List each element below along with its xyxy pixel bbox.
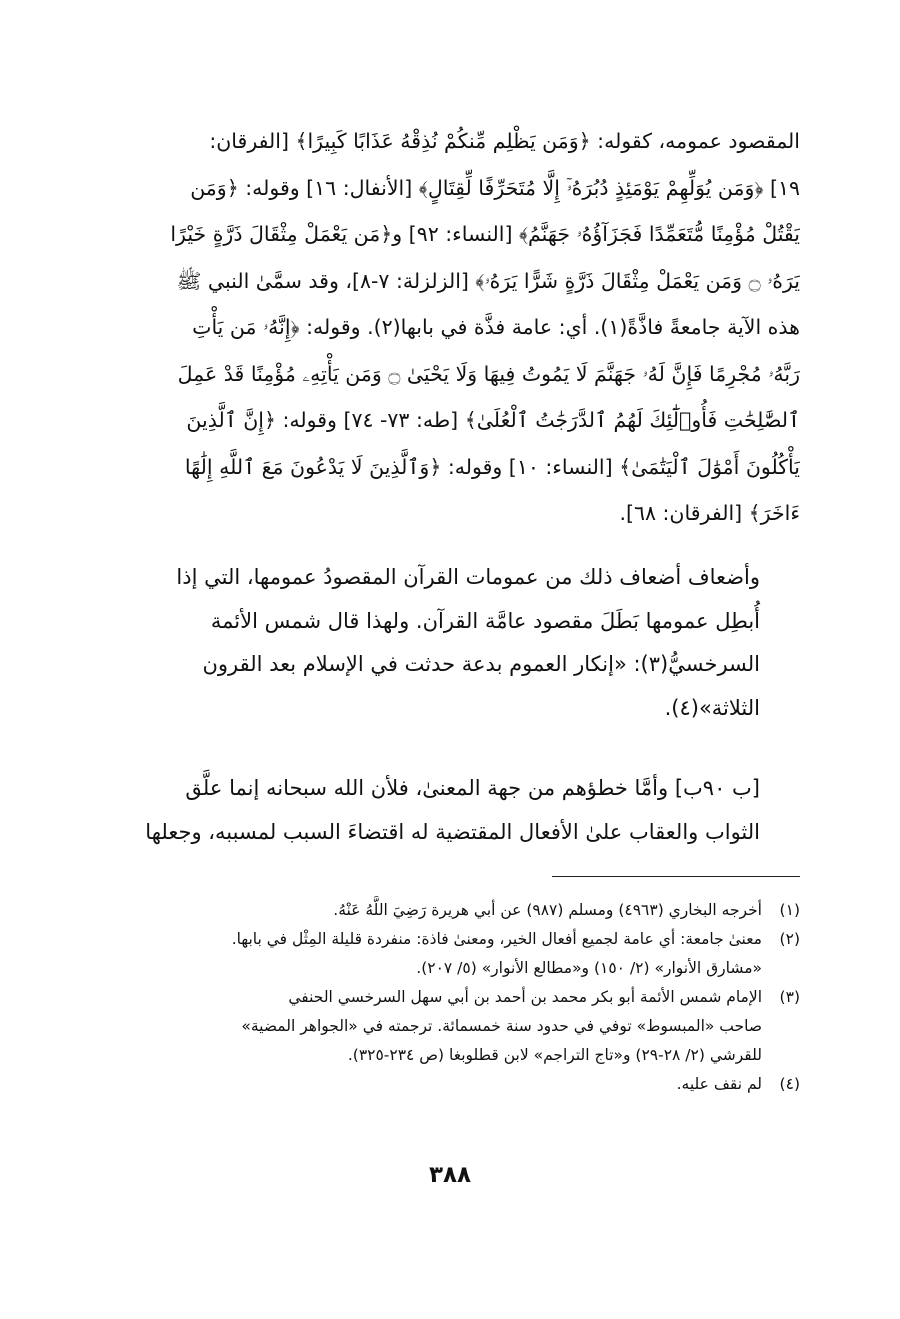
text-line: الثلاثة»(٤). bbox=[664, 695, 760, 720]
text-line: السرخسيُّ(٣): «إنكار العموم بدعة حدثت في الإسلام بعد القرون bbox=[202, 652, 760, 676]
footnote-divider bbox=[552, 876, 800, 877]
footnote-line: معنىٰ جامعة: أي عامة لجميع أفعال الخير، ومعنىٰ فاذة: منفردة قليلة المِثْل في بابها. bbox=[231, 930, 762, 948]
paragraph-3 bbox=[100, 767, 800, 854]
footnote-1 bbox=[100, 896, 800, 925]
paragraph-2 bbox=[100, 556, 800, 730]
footnote-text bbox=[100, 925, 762, 983]
text-line: رَبَّهُۥ مُجْرِمًا فَإِنَّ لَهُۥ جَهَنَّمَ لَا يَمُوتُ فِيهَا وَلَا يَحْيَىٰ ۝ وَمَن يَأْتِهِۦ مُؤْمِنًا قَدْ عَمِلَ bbox=[177, 361, 800, 386]
text-line: هذه الآية جامعةً فاذَّةً(١). أي: عامة فذَّة في بابها(٢). وقوله: ﴿إِنَّهُۥ مَن يَأْتِ bbox=[192, 315, 800, 339]
text-line: ١٩] ﴿وَمَن يُوَلِّهِمْ يَوْمَئِذٍ دُبُرَهُۥٓ إِلَّا مُتَحَرِّفًا لِّقِتَالٍ﴾ [الأنفال: ١٦] وقوله: ﴿وَمَن bbox=[190, 175, 800, 200]
footnote-line: لم نقف عليه. bbox=[676, 1075, 762, 1093]
footnote-line: «مشارق الأنوار» (٢/ ١٥٠) و«مطالع الأنوار» (٥/ ٢٠٧). bbox=[416, 959, 762, 977]
text-line: يَرَهُۥ ۝ وَمَن يَعْمَلْ مِثْقَالَ ذَرَّةٍ شَرًّا يَرَهُۥ﴾ [الزلزلة: ٧-٨]، وقد سمَّىٰ النبي ﷺ bbox=[176, 268, 800, 293]
footnote-line: أخرجه البخاري (٤٩٦٣) ومسلم (٩٨٧) عن أبي هريرة رَضِيَ اللَّهُ عَنْهُ. bbox=[333, 901, 762, 919]
footnote-line: الإمام شمس الأئمة أبو بكر محمد بن أحمد بن أبي سهل السرخسي الحنفي bbox=[288, 988, 762, 1006]
footnote-number: (٤) bbox=[779, 1075, 800, 1093]
text-line: الثواب والعقاب علىٰ الأفعال المقتضية له اقتضاءَ السبب لمسببه، وجعلها bbox=[145, 819, 760, 844]
footnote-4 bbox=[100, 1070, 800, 1099]
footnote-3 bbox=[100, 983, 800, 1070]
text-line: ءَاخَرَ﴾ [الفرقان: ٦٨]. bbox=[619, 501, 800, 525]
page-number: ٣٨٨ bbox=[428, 1162, 472, 1188]
footnote-number: (٣) bbox=[779, 988, 800, 1006]
footnote-number: (٢) bbox=[779, 930, 800, 948]
footnote-text bbox=[100, 1070, 762, 1099]
footnote-number: (١) bbox=[779, 901, 800, 919]
text-line: [ب ٩٠ب] وأمَّا خطؤهم من جهة المعنىٰ، فلأن الله سبحانه إنما علَّق bbox=[185, 776, 760, 800]
footnote-text bbox=[100, 983, 762, 1070]
paragraph-1 bbox=[100, 118, 800, 537]
footnote-text bbox=[100, 896, 762, 925]
footnote-2 bbox=[100, 925, 800, 983]
text-line: وأضعاف أضعاف ذلك من عمومات القرآن المقصودُ عمومها، التي إذا bbox=[176, 565, 760, 589]
footnote-line: للقرشي (٢/ ٢٨-٢٩) و«تاج التراجم» لابن قطلوبغا (ص ٢٣٤-٣٢٥). bbox=[347, 1046, 762, 1064]
footnotes bbox=[100, 896, 800, 1099]
text-line: المقصود عمومه، كقوله: ﴿وَمَن يَظْلِم مِّنكُمْ نُذِقْهُ عَذَابًا كَبِيرًا﴾ [الفرقان: bbox=[209, 129, 800, 153]
footnote-line: صاحب «المبسوط» توفي في حدود سنة خمسمائة. ترجمته في «الجواهر المضية» bbox=[241, 1017, 762, 1035]
text-line: ٱلصَّٰلِحَٰتِ فَأُو۟لَٰٓئِكَ لَهُمُ ٱلدَّرَجَٰتُ ٱلْعُلَىٰ﴾ [طه: ٧٣- ٧٤] وقوله: ﴿إِنَّ ٱلَّذِينَ bbox=[186, 408, 800, 432]
text-line: يَأْكُلُونَ أَمْوَٰلَ ٱلْيَتَٰمَىٰ﴾ [النساء: ١٠] وقوله: ﴿وَٱلَّذِينَ لَا يَدْعُونَ مَعَ ٱللَّهِ إِلَٰهًا bbox=[184, 454, 800, 479]
text-line: يَقْتُلْ مُؤْمِنًا مُّتَعَمِّدًا فَجَزَآؤُهُۥ جَهَنَّمُ﴾ [النساء: ٩٢] و﴿مَن يَعْمَلْ مِثْقَالَ ذَرَّةٍ خَيْرًا bbox=[170, 222, 800, 246]
text-line: أُبطِل عمومها بَطَلَ مقصود عامَّة القرآن. ولهذا قال شمس الأئمة bbox=[210, 608, 760, 633]
